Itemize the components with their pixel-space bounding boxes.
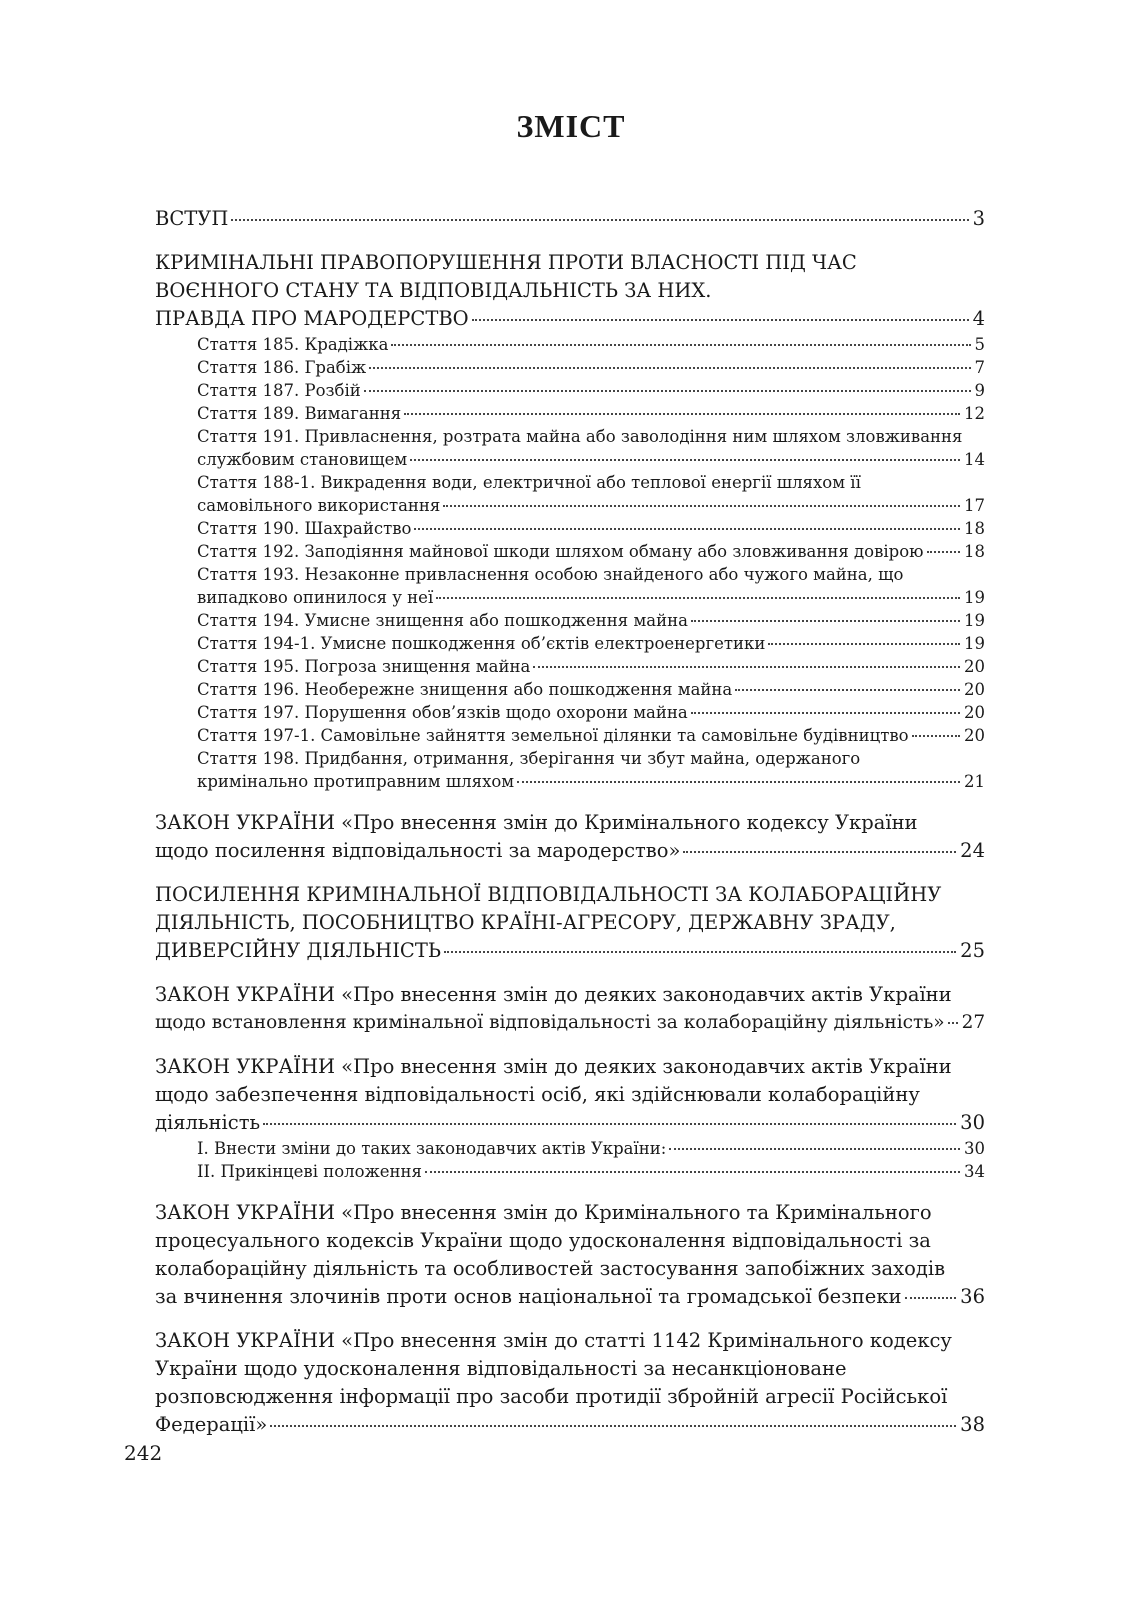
toc-section-entry	[155, 1327, 985, 1439]
toc-entry-last-line	[197, 402, 985, 425]
toc-entry-line: ПРАВДА ПРО МАРОДЕРСТВО	[155, 307, 469, 330]
toc-entry-line: Стаття 197. Порушення обов’язків щодо охорони майна	[197, 703, 688, 722]
toc-entry-line: за вчинення злочинів проти основ національної та громадської безпеки	[155, 1285, 902, 1308]
toc-entry-line: випадково опинилося у неї	[197, 588, 434, 607]
toc-entry-last-line	[197, 678, 985, 701]
toc-entry-title	[197, 678, 985, 701]
toc-entry-title	[197, 1137, 985, 1160]
page-title: ЗМІСТ	[516, 108, 626, 144]
toc-entry-line: Стаття 188-1. Викрадення води, електричної або теплової енергії шляхом її	[197, 473, 861, 492]
toc-entry-title	[155, 1053, 985, 1137]
toc-entry-last-line	[155, 1109, 985, 1137]
toc-entry-line: ЗАКОН УКРАЇНИ «Про внесення змін до деяких законодавчих актів України	[155, 983, 952, 1006]
toc-entry-last-line	[197, 724, 985, 747]
toc-page-number: 36	[960, 1285, 985, 1308]
toc-subsection-entry	[155, 471, 985, 517]
toc-entry-title	[197, 517, 985, 540]
toc-subsection-entry	[155, 609, 985, 632]
toc-entry-line: Стаття 198. Придбання, отримання, зберігання чи збут майна, одержаного	[197, 749, 861, 768]
toc-entry-last-line	[155, 937, 985, 965]
toc-entry-line: кримінально протиправним шляхом	[197, 772, 515, 791]
toc-subsection-entry	[155, 724, 985, 747]
toc-subsection-entry	[155, 379, 985, 402]
toc-entry-line: щодо забезпечення відповідальності осіб, які здійснювали колабораційну	[155, 1083, 920, 1106]
toc-page-number: 14	[964, 450, 985, 469]
dot-leader	[517, 781, 960, 783]
toc-entry-title	[197, 425, 985, 471]
toc-section-entry	[155, 981, 985, 1037]
toc-entry-line: Стаття 186. Грабіж	[197, 358, 367, 377]
dot-leader	[691, 620, 960, 622]
dot-leader	[948, 1022, 958, 1024]
toc-subsection-entry	[155, 701, 985, 724]
toc-entry-line: Стаття 196. Необережне знищення або пошкодження майна	[197, 680, 733, 699]
toc-entry-line: ІІ. Прикінцеві положення	[197, 1162, 422, 1181]
toc-entry-last-line	[197, 609, 985, 632]
toc-entry-last-line	[197, 1160, 985, 1183]
toc-entry-title	[197, 379, 985, 402]
dot-leader	[735, 689, 960, 691]
dot-leader	[912, 735, 960, 737]
toc-section-entry	[155, 1053, 985, 1137]
toc-page-number: 25	[960, 939, 985, 962]
dot-leader	[472, 319, 969, 321]
toc-page-number: 30	[964, 1139, 985, 1158]
toc-page-number: 20	[964, 703, 985, 722]
toc-entry-line: діяльність	[155, 1111, 261, 1134]
dot-leader	[364, 390, 971, 392]
toc-entry-last-line	[197, 632, 985, 655]
toc-entry-line: Стаття 190. Шахрайство	[197, 519, 412, 538]
toc-entry-line: Стаття 189. Вимагання	[197, 404, 402, 423]
dot-leader	[263, 1123, 956, 1125]
toc-entry-last-line	[197, 356, 985, 379]
toc-entry-last-line	[155, 305, 985, 333]
toc-page-number: 18	[964, 542, 985, 561]
toc-entry-title	[155, 1199, 985, 1311]
toc-page-number: 24	[960, 839, 985, 862]
toc-page-number: 30	[960, 1111, 985, 1134]
toc-entry-line: ВСТУП	[155, 207, 229, 230]
dot-leader	[669, 1148, 960, 1150]
toc-page-number: 9	[974, 381, 985, 400]
toc-entry-last-line	[197, 448, 985, 471]
dot-leader	[414, 528, 960, 530]
dot-leader	[691, 712, 960, 714]
toc-entry-line: Стаття 193. Незаконне привласнення особою знайденого або чужого майна, що	[197, 565, 904, 584]
toc-entry-line: службовим становищем	[197, 450, 408, 469]
toc-entry-title	[197, 655, 985, 678]
toc-entry-line: колабораційну діяльність та особливостей застосування запобіжних заходів	[155, 1257, 946, 1280]
toc-subsection-entry	[155, 1160, 985, 1183]
toc-page-number: 12	[964, 404, 985, 423]
toc-subsection-entry	[155, 1137, 985, 1160]
toc-entry-line: КРИМІНАЛЬНІ ПРАВОПОРУШЕННЯ ПРОТИ ВЛАСНОСТІ ПІД ЧАС	[155, 251, 857, 274]
toc-section-entry	[155, 249, 985, 333]
toc-section-entry	[155, 809, 985, 865]
dot-leader	[533, 666, 960, 668]
toc-subsection-entry	[155, 425, 985, 471]
toc-entry-line: ЗАКОН УКРАЇНИ «Про внесення змін до Кримінального та Кримінального	[155, 1201, 932, 1224]
toc-page-number: 20	[964, 726, 985, 745]
toc-subsection-entry	[155, 402, 985, 425]
toc-entry-line: ЗАКОН УКРАЇНИ «Про внесення змін до деяких законодавчих актів України	[155, 1055, 952, 1078]
toc-entry-line: Стаття 194-1. Умисне пошкодження об’єктів електроенергетики	[197, 634, 766, 653]
toc-page-number: 7	[974, 358, 985, 377]
toc-entry-line: Стаття 194. Умисне знищення або пошкодження майна	[197, 611, 688, 630]
dot-leader	[905, 1297, 957, 1299]
toc-entry-title	[197, 747, 985, 793]
toc-entry-last-line	[155, 1009, 985, 1037]
toc-page-number: 3	[972, 207, 985, 230]
toc-entry-last-line	[155, 1411, 985, 1439]
dot-leader	[410, 459, 960, 461]
toc-page-number: 19	[964, 634, 985, 653]
toc-entry-line: ЗАКОН УКРАЇНИ «Про внесення змін до статті 1142 Кримінального кодексу	[155, 1329, 952, 1352]
toc-page-number: 17	[964, 496, 985, 515]
toc-entry-last-line	[197, 540, 985, 563]
dot-leader	[683, 851, 956, 853]
toc-entry-title	[197, 402, 985, 425]
toc-entry-title	[197, 356, 985, 379]
toc-entry-title	[197, 701, 985, 724]
dot-leader	[404, 413, 960, 415]
toc-entry-last-line	[197, 701, 985, 724]
toc-page-number: 4	[972, 307, 985, 330]
toc-entry-title	[197, 563, 985, 609]
toc-entry-line: самовільного використання	[197, 496, 441, 515]
toc-subsection-entry	[155, 540, 985, 563]
toc-entry-line: Стаття 195. Погроза знищення майна	[197, 657, 531, 676]
toc-page-number: 38	[960, 1413, 985, 1436]
toc-entry-line: Стаття 192. Заподіяння майнової шкоди шляхом обману або зловживання довірою	[197, 542, 924, 561]
toc-entry-line: Стаття 187. Розбій	[197, 381, 361, 400]
dot-leader	[369, 367, 970, 369]
toc-page-number: 19	[964, 588, 985, 607]
toc-entry-line: Стаття 185. Крадіжка	[197, 335, 389, 354]
dot-leader	[436, 597, 960, 599]
toc-entry-line: розповсюдження інформації про засоби протидії збройній агресії Російської	[155, 1385, 948, 1408]
toc-entry-last-line	[155, 837, 985, 865]
toc-entry-last-line	[197, 494, 985, 517]
toc-entry-title	[155, 809, 985, 865]
toc-subsection-entry	[155, 333, 985, 356]
toc-entry-last-line	[197, 1137, 985, 1160]
toc-page-number: 5	[974, 335, 985, 354]
toc-entry-line: ВОЄННОГО СТАНУ ТА ВІДПОВІДАЛЬНІСТЬ ЗА НИХ.	[155, 279, 712, 302]
toc-entry-line: І. Внести зміни до таких законодавчих актів України:	[197, 1139, 667, 1158]
dot-leader	[231, 219, 968, 221]
table-of-contents	[155, 205, 985, 1439]
toc-subsection-entry	[155, 356, 985, 379]
toc-entry-title	[155, 981, 985, 1037]
toc-page-number: 20	[964, 657, 985, 676]
dot-leader	[391, 344, 970, 346]
toc-entry-line: щодо посилення відповідальності за мародерство»	[155, 839, 681, 862]
toc-entry-title	[197, 540, 985, 563]
toc-page-number: 20	[964, 680, 985, 699]
toc-entry-line: щодо встановлення кримінальної відповідальності за колабораційну діяльність»	[155, 1012, 945, 1033]
toc-entry-last-line	[197, 770, 985, 793]
toc-entry-title	[197, 471, 985, 517]
toc-entry-last-line	[197, 517, 985, 540]
toc-page-number: 21	[964, 772, 985, 791]
toc-entry-title	[155, 249, 985, 333]
toc-entry-title	[197, 333, 985, 356]
toc-entry-line: Стаття 191. Привласнення, розтрата майна або заволодіння ним шляхом зловживання	[197, 427, 963, 446]
toc-section-entry	[155, 881, 985, 965]
toc-entry-last-line	[197, 379, 985, 402]
toc-entry-line: Федерації»	[155, 1413, 268, 1436]
toc-entry-title	[155, 881, 985, 965]
toc-entry-last-line	[197, 333, 985, 356]
dot-leader	[768, 643, 960, 645]
toc-section-entry	[155, 1199, 985, 1311]
toc-entry-last-line	[197, 655, 985, 678]
toc-entry-line: ПОСИЛЕННЯ КРИМІНАЛЬНОЇ ВІДПОВІДАЛЬНОСТІ ЗА КОЛАБОРАЦІЙНУ	[155, 883, 942, 906]
toc-page-number: 18	[964, 519, 985, 538]
toc-entry-title	[155, 205, 985, 233]
toc-page-number: 34	[964, 1162, 985, 1181]
toc-entry-title	[197, 724, 985, 747]
toc-entry-title	[197, 1160, 985, 1183]
dot-leader	[270, 1425, 956, 1427]
toc-entry-line: ДІЯЛЬНІСТЬ, ПОСОБНИЦТВО КРАЇНІ-АГРЕСОРУ, ДЕРЖАВНУ ЗРАДУ,	[155, 911, 896, 934]
toc-entry-line: України щодо удосконалення відповідальності за несанкціоноване	[155, 1357, 847, 1380]
toc-entry-last-line	[197, 586, 985, 609]
dot-leader	[443, 505, 960, 507]
toc-subsection-entry	[155, 747, 985, 793]
dot-leader	[425, 1171, 960, 1173]
toc-subsection-entry	[155, 517, 985, 540]
page-number: 242	[124, 1441, 163, 1465]
toc-entry-title	[197, 609, 985, 632]
toc-section-entry	[155, 205, 985, 233]
dot-leader	[927, 551, 960, 553]
toc-subsection-entry	[155, 632, 985, 655]
toc-entry-title	[197, 632, 985, 655]
dot-leader	[444, 951, 956, 953]
toc-entry-line: ДИВЕРСІЙНУ ДІЯЛЬНІСТЬ	[155, 939, 441, 962]
toc-entry-line: ЗАКОН УКРАЇНИ «Про внесення змін до Кримінального кодексу України	[155, 811, 918, 834]
toc-page-number: 27	[961, 1012, 986, 1033]
toc-page-number: 19	[964, 611, 985, 630]
toc-entry-last-line	[155, 205, 985, 233]
toc-subsection-entry	[155, 655, 985, 678]
toc-subsection-entry	[155, 563, 985, 609]
toc-entry-last-line	[155, 1283, 985, 1311]
toc-entry-title	[155, 1327, 985, 1439]
toc-subsection-entry	[155, 678, 985, 701]
toc-entry-line: Стаття 197-1. Самовільне зайняття земельної ділянки та самовільне будівництво	[197, 726, 909, 745]
toc-entry-line: процесуального кодексів України щодо удосконалення відповідальності за	[155, 1229, 931, 1252]
